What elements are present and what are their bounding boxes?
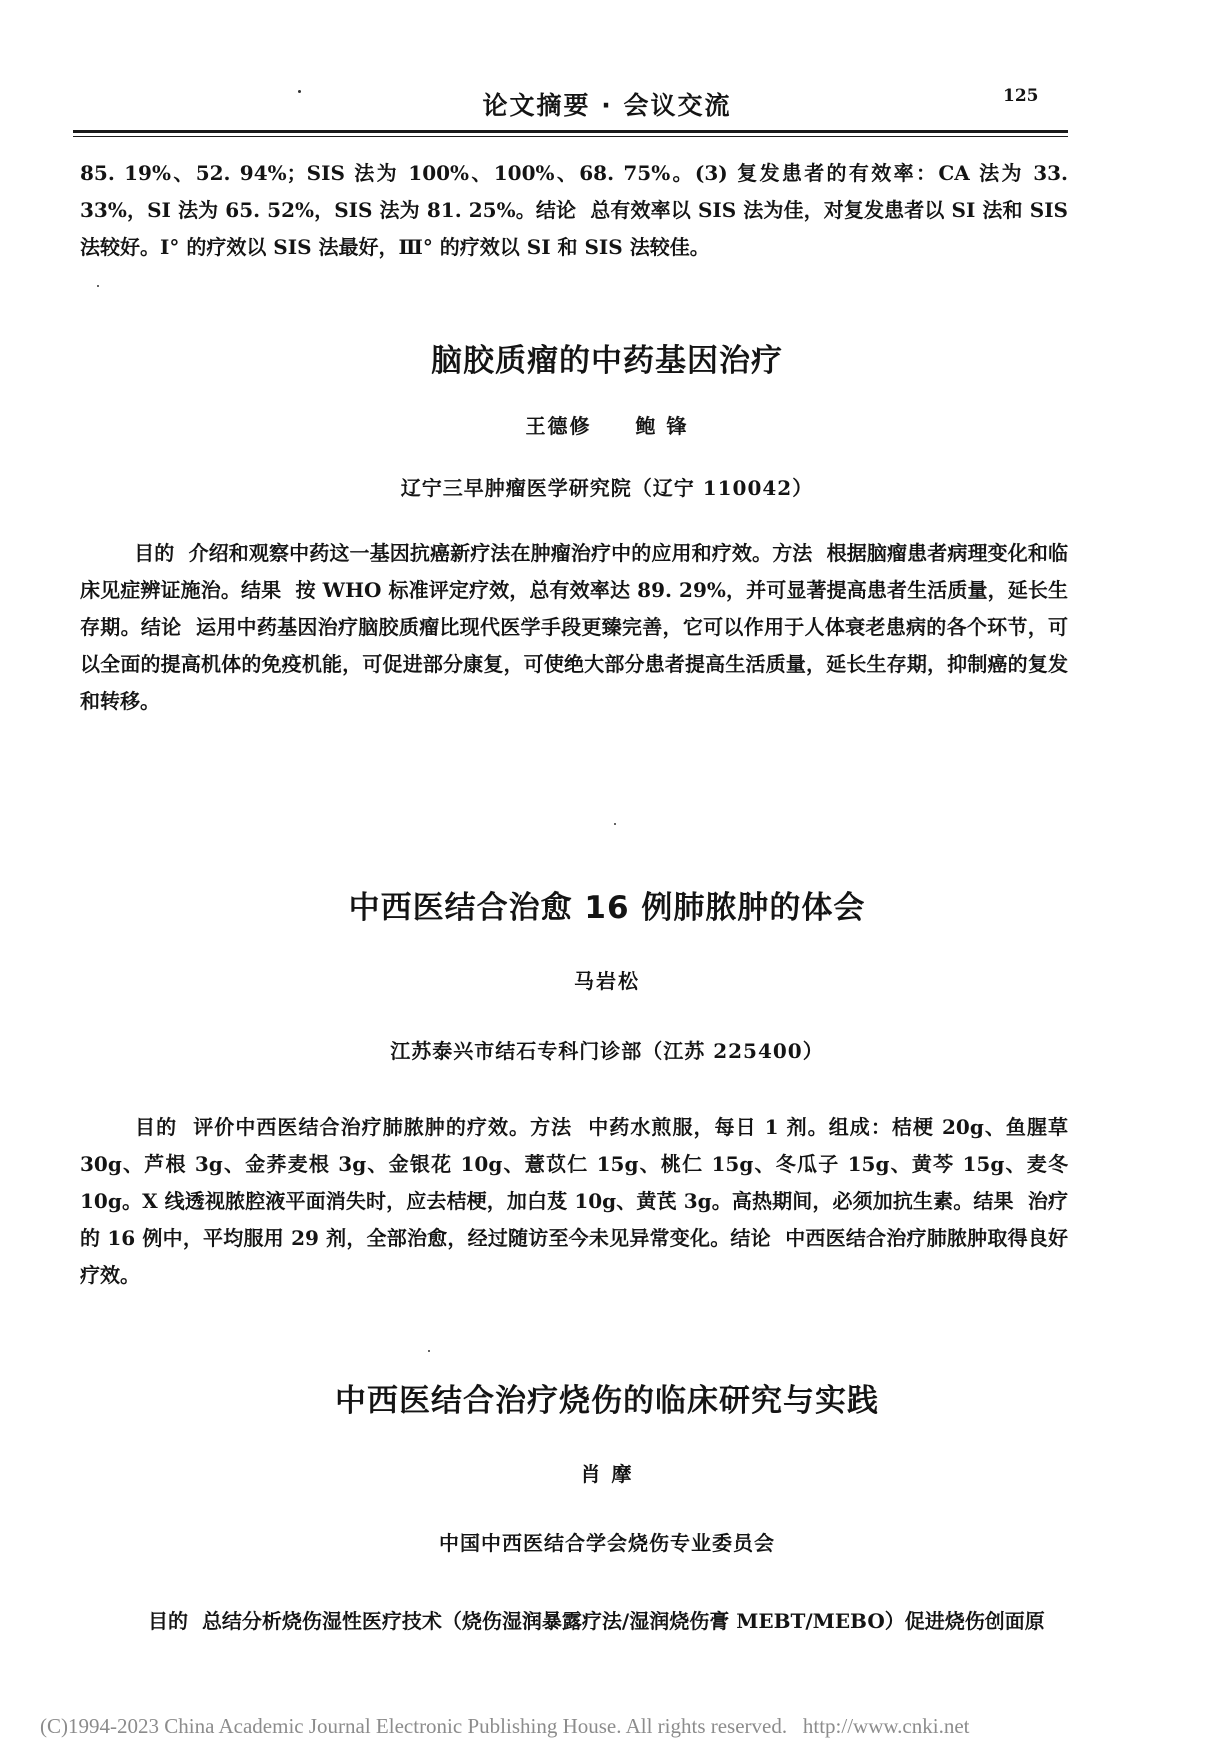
article-authors <box>0 410 1214 439</box>
scan-speck <box>428 1350 430 1352</box>
section-label: 方法 <box>530 1115 573 1139</box>
author-name: 鲍 锋 <box>635 414 689 438</box>
section-text: 按 WHO 标准评定疗效，总有效率达 89. 29%，并可显著提高患者生活质量，延长生存期。 <box>80 578 1069 639</box>
footer-url[interactable]: http://www.cnki.net <box>802 1714 970 1738</box>
copyright-footer <box>40 1714 970 1739</box>
article-title: 中西医结合治愈 16 例肺脓肿的体会 <box>348 890 866 926</box>
article-authors <box>0 1458 1214 1487</box>
author-name: 肖 摩 <box>580 1462 634 1486</box>
section-label: 结果 <box>241 578 282 602</box>
conclusion-label: 结论 <box>535 198 577 222</box>
section-text: 根据脑瘤患者病理变化和临床见症辨证施治。 <box>80 541 1068 602</box>
article-abstract <box>80 535 1068 720</box>
article-affiliation: 江苏泰兴市结石专科门诊部（江苏 225400） <box>390 1039 824 1063</box>
conclusion-text: 总有效率以 SIS 法为佳，对复发患者以 SI 法和 SIS 法较好。Ⅰ° 的疗效以 SIS 法最好，Ⅲ° 的疗效以 SI 和 SIS 法较佳。 <box>80 198 1068 259</box>
running-header-title: 论文摘要 · 会议交流 <box>482 91 732 120</box>
section-text: 介绍和观察中药这一基因抗癌新疗法在肿瘤治疗中的应用和疗效。 <box>188 541 773 565</box>
continuation-paragraph <box>80 155 1068 266</box>
section-label: 目的 <box>134 541 175 565</box>
section-text: 中药水煎服，每日 1 剂。组成：桔梗 20g、鱼腥草 30g、芦根 3g、金荞麦根 3g、金银花 10g、薏苡仁 15g、桃仁 15g、冬瓜子 15g、黄芩 15g、麦冬 10g。X 线透视脓腔液平面消失时，应去桔梗，加白芨 10g、黄芪 3g。高热期间，必须加抗生素。 <box>80 1115 1069 1213</box>
article-authors <box>0 965 1214 994</box>
author-name: 王德修 <box>525 414 592 438</box>
header-rule-thin <box>73 136 1068 137</box>
author-name: 马岩松 <box>574 969 640 993</box>
section-label: 目的 <box>148 1609 188 1633</box>
header-rule <box>73 130 1068 133</box>
section-text: 评价中西医结合治疗肺脓肿的疗效。 <box>193 1115 531 1139</box>
article-title: 脑胶质瘤的中药基因治疗 <box>431 343 783 379</box>
page-number: 125 <box>1003 86 1039 106</box>
article-title: 中西医结合治疗烧伤的临床研究与实践 <box>335 1383 879 1419</box>
section-text: 总结分析烧伤湿性医疗技术（烧伤湿润暴露疗法/湿润烧伤膏 MEBT/MEBO）促进烧伤创面原 <box>201 1609 1045 1633</box>
section-label: 结论 <box>730 1226 771 1250</box>
section-label: 目的 <box>134 1115 178 1139</box>
article-affiliation: 辽宁三早肿瘤医学研究院（辽宁 110042） <box>400 476 814 500</box>
article-affiliation: 中国中西医结合学会烧伤专业委员会 <box>439 1531 775 1555</box>
section-text: 中西医结合治疗肺脓肿取得良好疗效。 <box>80 1226 1069 1287</box>
scan-speck <box>97 285 99 287</box>
copyright-text: (C)1994-2023 China Academic Journal Electronic Publishing House. All rights reserved. <box>40 1714 788 1738</box>
article-abstract <box>80 1109 1068 1294</box>
section-label: 方法 <box>772 541 813 565</box>
section-label: 结果 <box>973 1189 1014 1213</box>
scan-speck <box>614 823 616 825</box>
article-abstract <box>80 1603 1068 1640</box>
section-text: 治疗的 16 例中，平均服用 29 剂，全部治愈，经过随访至今未见异常变化。 <box>80 1189 1069 1250</box>
section-text: 运用中药基因治疗脑胶质瘤比现代医学手段更臻完善，它可以作用于人体衰老患病的各个环节，可以全面的提高机体的免疫机能，可促进部分康复，可使绝大部分患者提高生活质量，延长生存期，抑制癌的复发和转移。 <box>80 615 1069 713</box>
continuation-text: 85. 19%、52. 94%；SIS 法为 100%、100%、68. 75%。(3) 复发患者的有效率：CA 法为 33. 33%，SI 法为 65. 52%，SIS 法为 81. 25%。 <box>80 161 1068 222</box>
section-label: 结论 <box>140 615 182 639</box>
